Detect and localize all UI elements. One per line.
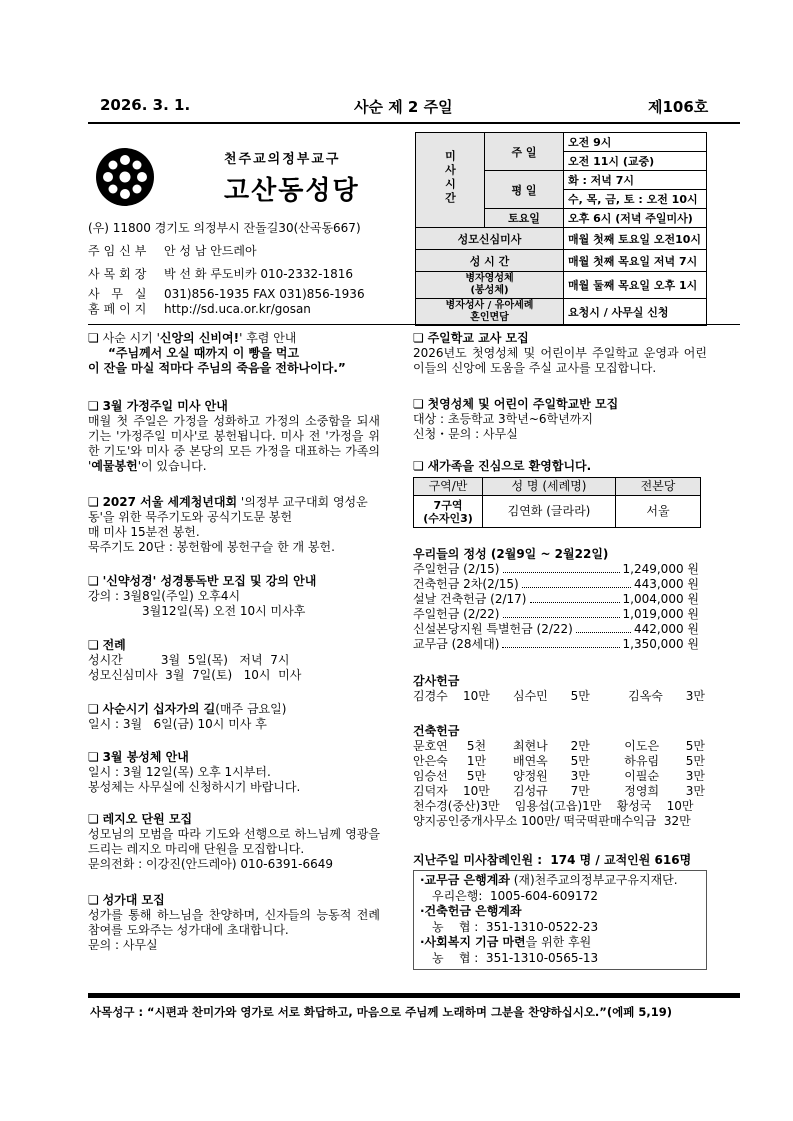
offering-row: 주일헌금 (2/22) 1,019,000 원 <box>413 607 699 621</box>
notice-home-communion: ❏ 3월 봉성체 안내 일시 : 3월 12일(목) 오후 1시부터. 봉성체는 사무실에 신청하시기 바랍니다. <box>88 750 380 795</box>
footer-rule <box>88 993 740 998</box>
notice-first-communion: ❏ 첫영성체 및 어린이 주일학교반 모집 대상 : 초등학교 3학년~6학년까지 신청・문의 : 사무실 <box>413 397 707 442</box>
header-rule <box>88 122 740 124</box>
scripture-motto: 사목성구 : “시편과 찬미가와 영가로 서로 화답하고, 마음으로 주님께 노래하며 그분을 찬양하십시오.”(에페 5,19) <box>90 1005 672 1019</box>
info-row-homepage: 홈페이지 http://sd.uca.or.kr/gosan <box>88 302 311 316</box>
mass-group-label: 미사시간 <box>416 133 485 228</box>
notice-family-mass: ❏ 3월 가정주일 미사 안내 매월 첫 주일은 가정을 성화하고 가정의 소중함을 되새기는 '가정주일 미사'로 봉헌됩니다. 미사 전 '가정을 위한 기도'와 미사 중 본당의 모든 가정을 대표하는 가족의 '예물봉헌'이 있습니다. <box>88 399 380 474</box>
notice-legion-of-mary: ❏ 레지오 단원 모집 성모님의 모범을 따라 기도와 선행으로 하느님께 영광을 드리는 레지오 마리애 단원을 모집합니다. 문의전화 : 이강진(안드레아) 010-6391-6649 <box>88 812 380 872</box>
offerings-section: 우리들의 정성 (2월9일 ~ 2월22일) 주일헌금 (2/15) 1,249,000 원 건축헌금 2차(2/15) 443,000 원 설날 건축헌금 (2/17) 1,004,000 원 주일헌금 (2/22) 1,019,000 원 신설본당지원 특별헌금 (2/22) 442,000 원 교무금 (28세대) 1,350,000 원 <box>413 547 699 651</box>
thanks-offering-section: 감사헌금 김경수 10만 심수민 5만 김옥숙 3만 <box>413 674 705 703</box>
info-row-office: 사 무 실 031)856-1935 FAX 031)856-1936 <box>88 287 365 301</box>
notice-world-youth-day: ❏ 2027 서울 세계청년대회 '의정부 교구대회 영성운동'을 위한 묵주기도와 공식기도문 봉헌 매 미사 15분전 봉헌. 묵주기도 20단 : 봉헌함에 봉헌구슬 한 개 봉헌. <box>88 495 368 554</box>
attendance-count: 지난주일 미사참례인원 : 174 명 / 교적인원 616명 <box>413 853 692 867</box>
new-family-section: ❏ 새가족을 진심으로 환영합니다. 구역/반 성 명 (세례명) 전본당 7구역 (수자인3) 김연화 (글라라) 서울 <box>413 459 707 528</box>
notice-bible-reading: ❏ '신약성경' 성경통독반 모집 및 강의 안내 강의 : 3월8일(주일) 오후4시 3월12일(목) 오전 10시 미사후 <box>88 574 388 619</box>
notice-lent-acclamation: ❏ 사순 시기 '신앙의 신비여!' 후렴 안내 “주님께서 오실 때까지 이 빵을 먹고 이 잔을 마실 적마다 주님의 죽음을 전하나이다.” <box>88 331 346 375</box>
building-fund-section: 건축헌금 문호연 5천 최현나 2만 이도은 5만 안은숙 1만 배연옥 5만 하유림 5만 임승선 5만 양정원 3만 이필순 3만 김덕자 10만 김성규 7만 정영희 3만 천수경(중산)3만 임용섭(고읍)1만 황성국 10만 양지공인중개사무소 100만/ 떡국떡판매수익금 32만 <box>413 724 705 828</box>
notice-liturgy: ❏ 전례 성시간 3월 5일(목) 저녁 7시 성모신심미사 3월 7일(토) 10시 미사 <box>88 638 380 683</box>
mass-schedule-table: 미사시간 주 일 오전 9시 오전 11시 (교중) 평 일 화 : 저녁 7시 수, 목, 금, 토 : 오전 10시 토요일 오후 6시 (저녁 주일미사) 성모신심미사 매월 첫째 토요일 오전10시 성 시 간 매월 첫째 목요일 저녁 7시 병자영성체 (봉성체) 매월 둘째 목요일 오후 1시 병자성사 / 유아세례 혼인면담 요청시 / 사무실 신청 <box>415 132 707 326</box>
issue-date: 2026. 3. 1. <box>100 96 191 114</box>
info-row-pastor: 주임신부 안 성 남 안드레아 <box>88 244 257 258</box>
offering-row: 건축헌금 2차(2/15) 443,000 원 <box>413 577 699 591</box>
info-row-president: 사목회장 박 선 화 루도비카 010-2332-1816 <box>88 267 354 281</box>
parish-address: (우) 11800 경기도 의정부시 잔돌길30(산곡동667) <box>88 221 361 235</box>
offering-row: 주일헌금 (2/15) 1,249,000 원 <box>413 562 699 576</box>
parish-logo-icon <box>96 148 154 206</box>
parish-name: 고산동성당 <box>224 176 360 206</box>
section-divider <box>88 324 740 325</box>
notice-choir: ❏ 성가대 모집 성가를 통해 하느님을 찬양하며, 신자들의 능동적 전례 참여를 도와주는 성가대에 초대합니다. 문의 : 사무실 <box>88 893 380 953</box>
new-family-table: 구역/반 성 명 (세례명) 전본당 7구역 (수자인3) 김연화 (글라라) 서울 <box>413 477 701 528</box>
notice-stations-of-cross: ❏ 사순시기 십자가의 길(매주 금요일) 일시 : 3월 6일(금) 10시 미사 후 <box>88 702 287 731</box>
bank-accounts-box: ·교무금 은행계좌 (재)천주교의정부교구유지재단. 우리은행: 1005-604-609172 ·건축헌금 은행계좌 농 협 : 351-1310-0522-23 ·사회복지 기금 마련을 위한 후원 농 협 : 351-1310-0565-13 <box>413 870 707 970</box>
offering-row: 교무금 (28세대) 1,350,000 원 <box>413 637 699 651</box>
issue-number: 제106호 <box>648 98 709 116</box>
notice-sunday-school-teacher: ❏ 주일학교 교사 모집 2026년도 첫영성체 및 어린이부 주일학교 운영과 어린이들의 신앙에 도움을 주실 교사를 모집합니다. <box>413 331 707 376</box>
liturgical-sunday: 사순 제 2 주일 <box>354 98 453 116</box>
building-fund-list: 문호연 5천 최현나 2만 이도은 5만 안은숙 1만 배연옥 5만 하유림 5만 임승선 5만 양정원 3만 이필순 3만 김덕자 10만 김성규 7만 정영희 3만 <box>413 739 705 798</box>
offering-row: 신설본당지원 특별헌금 (2/22) 442,000 원 <box>413 622 699 636</box>
offering-row: 설날 건축헌금 (2/17) 1,004,000 원 <box>413 592 699 606</box>
diocese-name: 천주교의정부교구 <box>224 152 341 167</box>
